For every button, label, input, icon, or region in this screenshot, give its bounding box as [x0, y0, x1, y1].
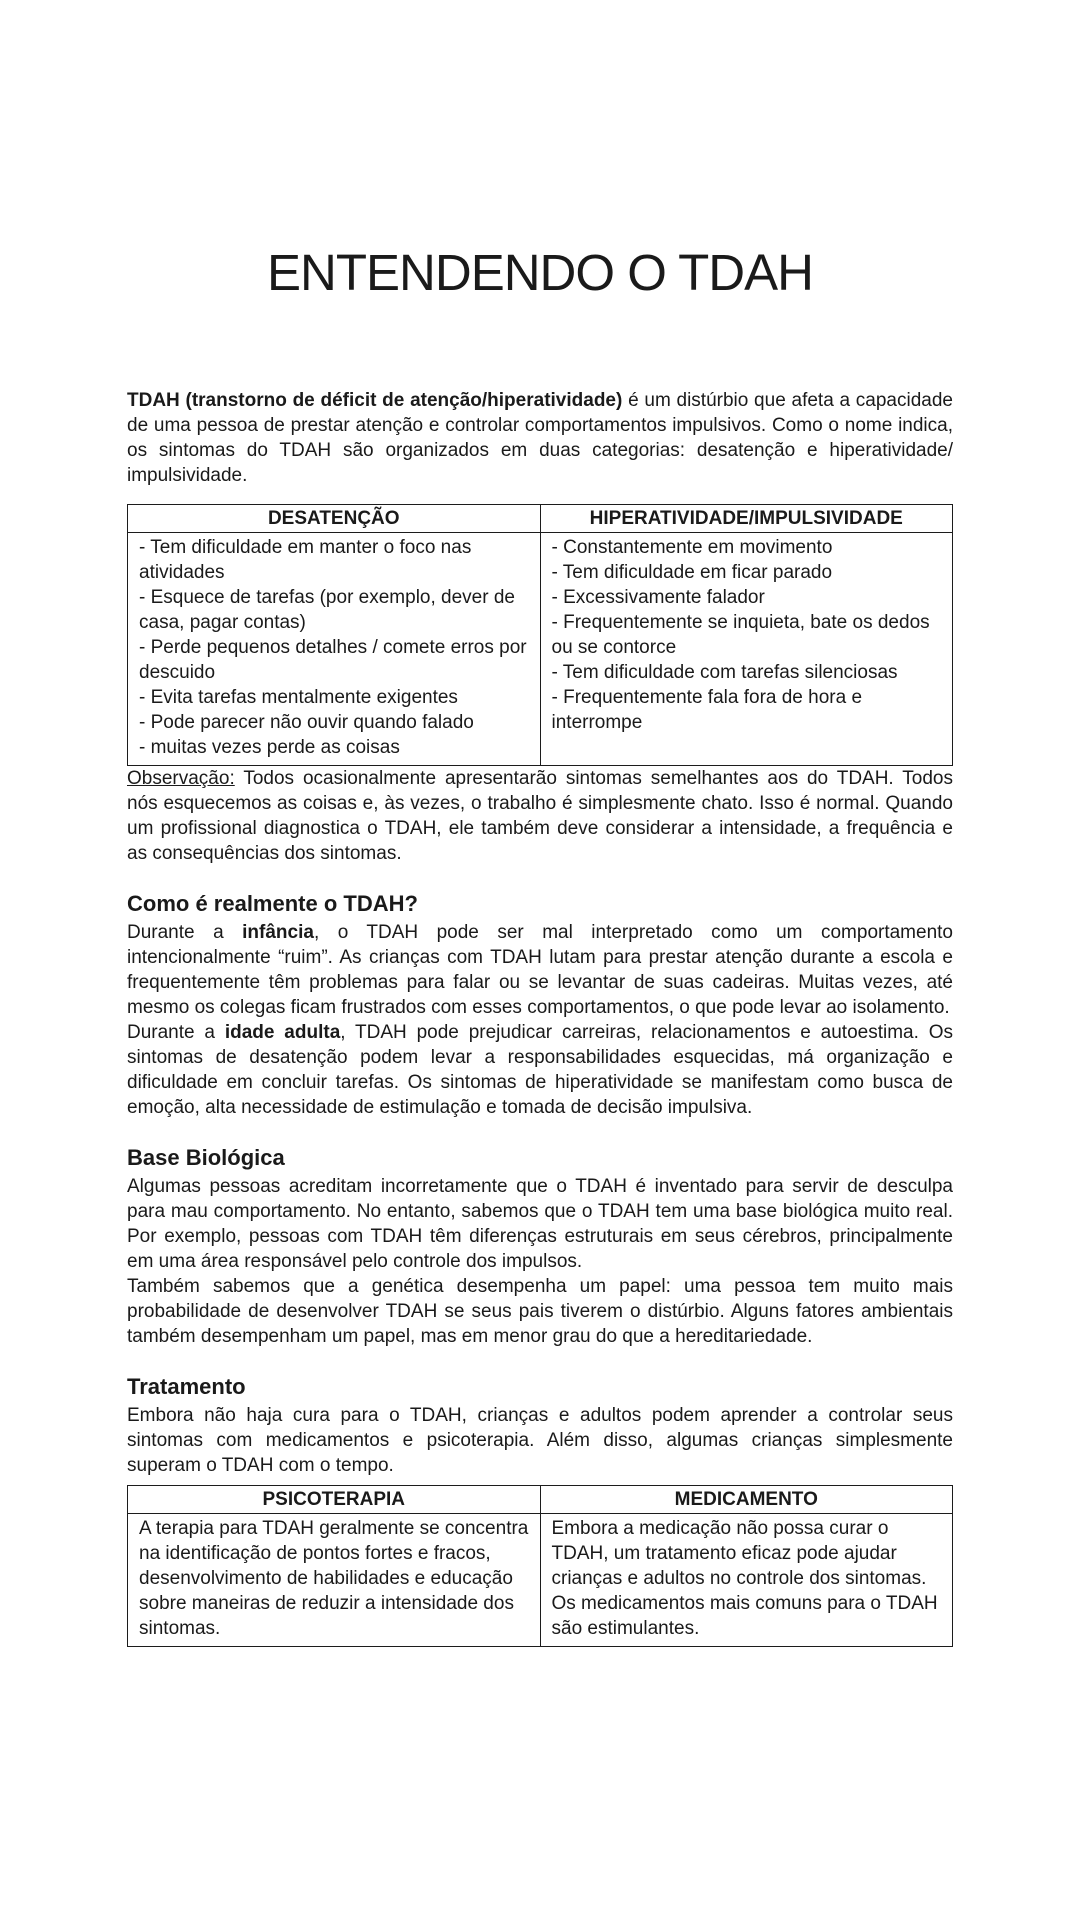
symptoms-cell-desatencao — [128, 533, 541, 766]
observation-label: Observação: — [127, 768, 235, 789]
desatencao-symptom-item: - muitas vezes perde as coisas — [139, 737, 400, 758]
desatencao-symptom-item: - Perde pequenos detalhes / comete erros por descuido — [139, 637, 527, 683]
desatencao-symptom-item: - Evita tarefas mentalmente exigentes — [139, 687, 458, 708]
symptoms-cell-hiperatividade — [540, 533, 953, 766]
treatment-table-body-row — [128, 1514, 953, 1647]
childhood-prefix: Durante a — [127, 922, 243, 943]
hiperatividade-symptom-item: - Frequentemente fala fora de hora e interrompe — [551, 687, 863, 733]
document-page — [127, 0, 953, 1647]
observation-text: Todos ocasionalmente apresentarão sintomas semelhantes aos do TDAH. Todos nós esquecemos as coisas e, às vezes, o trabalho é simplesmente chato. Isso é normal. Quando um profissional diagnostica o TDAH, ele também deve considerar a intensidade, a frequência e as consequências dos sintomas. — [127, 768, 953, 864]
desatencao-symptom-item: - Pode parecer não ouvir quando falado — [139, 712, 474, 733]
symptoms-table-header-hiperatividade: HIPERATIVIDADE/IMPULSIVIDADE — [540, 505, 953, 533]
intro-lead-bold: TDAH (transtorno de déficit de atenção/hiperatividade) — [127, 390, 623, 411]
adulthood-prefix: Durante a — [127, 1022, 225, 1043]
section-heading-biology: Base Biológica — [127, 1145, 285, 1170]
hiperatividade-symptom-item: - Tem dificuldade em ficar parado — [551, 562, 833, 583]
symptoms-table-body-row — [128, 533, 953, 766]
treatment-cell-psicoterapia: A terapia para TDAH geralmente se concentra na identificação de pontos fortes e fracos, desenvolvimento de habilidades e educação sobre maneiras de reduzir a intensidade dos sintomas. — [128, 1514, 541, 1647]
treatment-table-header-psicoterapia: PSICOTERAPIA — [128, 1486, 541, 1514]
hiperatividade-symptom-item: - Frequentemente se inquieta, bate os dedos ou se contorce — [551, 612, 930, 658]
intro-text: é um distúrbio que afeta a capacidade de uma pessoa de prestar atenção e controlar comportamentos impulsivos. Como o nome indica, os sintomas do TDAH são organizados em duas categorias: desatenção e hiperatividade/ impulsividade. — [127, 390, 953, 486]
treatment-table-header-row — [128, 1486, 953, 1514]
desatencao-symptom-item: - Tem dificuldade em manter o foco nas atividades — [139, 537, 472, 583]
biology-paragraph-1: Algumas pessoas acreditam incorretamente que o TDAH é inventado para servir de desculpa para mau comportamento. No entanto, sabemos que o TDAH tem uma base biológica muito real. Por exemplo, pessoas com TDAH têm diferenças estruturais em seus cérebros, principalmente em uma área responsável pelo controle dos impulsos. — [127, 1176, 953, 1272]
section-heading-treatment: Tratamento — [127, 1374, 246, 1399]
symptoms-table-header-row — [128, 505, 953, 533]
childhood-paragraph — [127, 920, 953, 1020]
treatment-table — [127, 1485, 953, 1647]
desatencao-symptom-item: - Esquece de tarefas (por exemplo, dever de casa, pagar contas) — [139, 587, 515, 633]
adulthood-bold: idade adulta — [224, 1022, 341, 1043]
treatment-intro-paragraph: Embora não haja cura para o TDAH, crianças e adultos podem aprender a controlar seus sintomas com medicamentos e psicoterapia. Além disso, algumas crianças simplesmente superam o TDAH com o tempo. — [127, 1405, 953, 1476]
treatment-cell-medicamento: Embora a medicação não possa curar o TDAH, um tratamento eficaz pode ajudar crianças e adultos no controle dos sintomas. Os medicamentos mais comuns para o TDAH são estimulantes. — [540, 1514, 953, 1647]
hiperatividade-symptom-item: - Constantemente em movimento — [551, 537, 833, 558]
section-heading-how: Como é realmente o TDAH? — [127, 891, 418, 916]
symptoms-table — [127, 504, 953, 766]
biology-paragraph-2: Também sabemos que a genética desempenha um papel: uma pessoa tem muito mais probabilidade de desenvolver TDAH se seus pais tiverem o distúrbio. Alguns fatores ambientais também desempenham um papel, mas em menor grau do que a hereditariedade. — [127, 1276, 953, 1347]
intro-paragraph — [127, 388, 953, 488]
hiperatividade-symptom-item: - Excessivamente falador — [551, 587, 765, 608]
adulthood-text: , TDAH pode prejudicar carreiras, relacionamentos e autoestima. Os sintomas de desatenção podem levar a responsabilidades esquecidas, má organização e dificuldade em concluir tarefas. Os sintomas de hiperatividade se manifestam como busca de emoção, alta necessidade de estimulação e tomada de decisão impulsiva. — [127, 1022, 953, 1118]
treatment-table-header-medicamento: MEDICAMENTO — [540, 1486, 953, 1514]
childhood-bold: infância — [242, 922, 314, 943]
document-title: ENTENDENDO O TDAH — [267, 244, 813, 301]
observation-note — [127, 766, 953, 866]
childhood-text: , o TDAH pode ser mal interpretado como um comportamento intencionalmente “ruim”. As crianças com TDAH lutam para prestar atenção durante a escola e frequentemente têm problemas para falar ou se levantar de suas cadeiras. Muitas vezes, até mesmo os colegas ficam frustrados com esses comportamentos, o que pode levar ao isolamento. — [127, 922, 953, 1018]
symptoms-table-header-desatencao: DESATENÇÃO — [128, 505, 541, 533]
hiperatividade-symptom-item: - Tem dificuldade com tarefas silenciosas — [551, 662, 898, 683]
adulthood-paragraph — [127, 1020, 953, 1120]
